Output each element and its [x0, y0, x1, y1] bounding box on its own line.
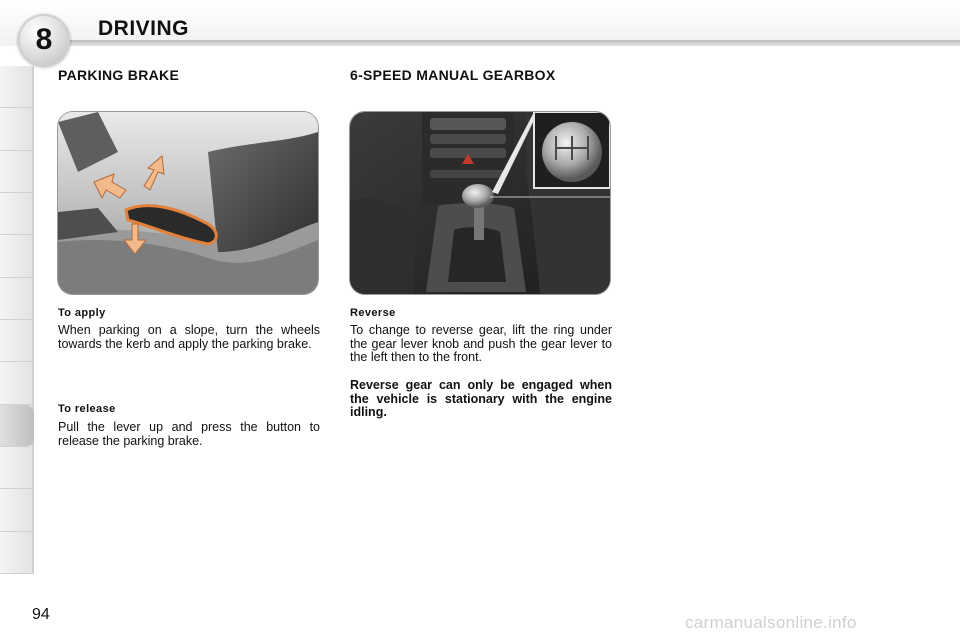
page-number: 94 — [32, 606, 50, 623]
reverse-heading: Reverse — [350, 307, 396, 319]
parking-brake-photo — [57, 111, 319, 295]
chapter-tab[interactable] — [0, 278, 32, 320]
chapter-number: 8 — [35, 23, 53, 56]
apply-text: When parking on a slope, turn the wheels towards the kerb and apply the parking brake. — [58, 323, 320, 351]
chapter-number-badge — [18, 14, 70, 66]
chapter-tab[interactable] — [0, 489, 32, 531]
chapter-tab[interactable] — [0, 320, 32, 362]
chapter-tab[interactable] — [0, 532, 32, 574]
chapter-title: DRIVING — [98, 17, 190, 40]
chapter-tab[interactable] — [0, 362, 32, 404]
release-heading: To release — [58, 403, 116, 415]
release-text: Pull the lever up and press the button to release the parking brake. — [58, 420, 320, 448]
reverse-text: To change to reverse gear, lift the ring under the gear lever knob and push the gear lever to the left then to the front. — [350, 323, 612, 364]
chapter-tab[interactable] — [0, 66, 32, 108]
parking-brake-title: PARKING BRAKE — [58, 67, 180, 83]
gearbox-photo — [349, 111, 611, 295]
apply-heading: To apply — [58, 307, 106, 319]
gearbox-title: 6-SPEED MANUAL GEARBOX — [350, 67, 556, 83]
reverse-warning: Reverse gear can only be engaged when the vehicle is stationary with the engine idling. — [350, 378, 612, 419]
chapter-side-tabs — [0, 66, 34, 574]
chapter-tab[interactable] — [0, 108, 32, 150]
header-rule — [60, 40, 960, 46]
chapter-tab[interactable] — [0, 405, 34, 447]
watermark: carmanualsonline.info — [685, 613, 857, 632]
chapter-tab[interactable] — [0, 193, 32, 235]
chapter-tab[interactable] — [0, 447, 32, 489]
chapter-tab[interactable] — [0, 151, 32, 193]
chapter-tab[interactable] — [0, 235, 32, 277]
